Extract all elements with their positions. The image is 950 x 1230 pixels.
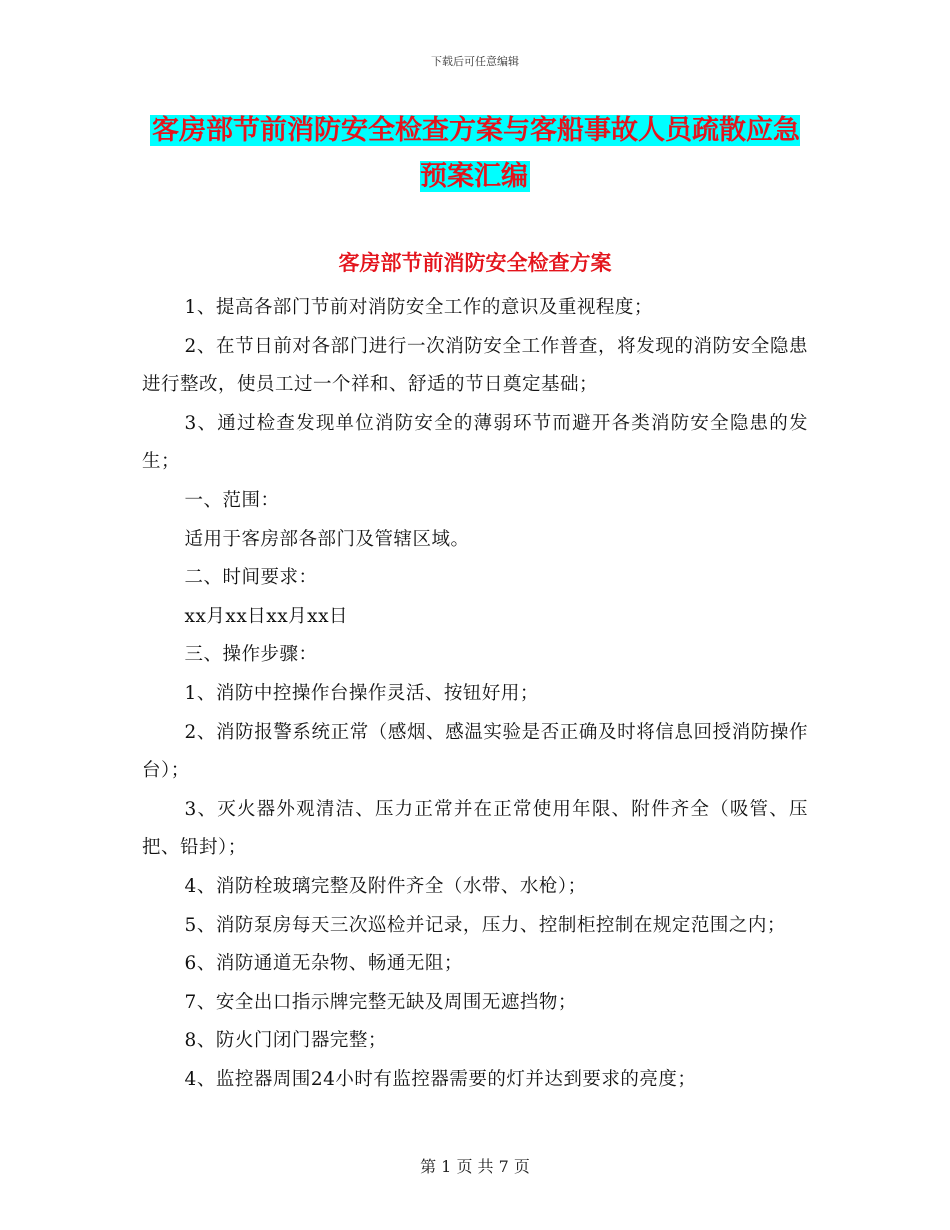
paragraph: 5、消防泵房每天三次巡检并记录，压力、控制柜控制在规定范围之内； (184, 914, 786, 936)
paragraph: 一、范围： (184, 489, 280, 511)
paragraph: 2、在节日前对各部门进行一次消防安全工作普查，将发现的消防安全隐患进行整改，使员工过一个祥和、舒适的节日奠定基础； (142, 335, 808, 396)
header-note: 下载后可任意编辑 (431, 55, 519, 68)
paragraph: 3、灭火器外观清洁、压力正常并在正常使用年限、附件齐全（吸管、压把、铅封）； (142, 798, 808, 859)
section-title: 客房部节前消防安全检查方案 (338, 251, 612, 275)
paragraph: 4、监控器周围24小时有监控器需要的灯并达到要求的亮度； (184, 1068, 697, 1090)
paragraph: 7、安全出口指示牌完整无缺及周围无遮挡物； (184, 991, 577, 1013)
paragraph: 3、通过检查发现单位消防安全的薄弱环节而避开各类消防安全隐患的发生； (142, 412, 808, 473)
page-footer: 第 1 页 共 7 页 (420, 1157, 530, 1176)
paragraph: xx月xx日xx月xx日 (184, 605, 349, 627)
paragraph: 三、操作步骤： (184, 644, 318, 666)
paragraph: 1、提高各部门节前对消防安全工作的意识及重视程度； (184, 297, 653, 318)
paragraph: 二、时间要求： (184, 567, 318, 589)
paragraph: 1、消防中控操作台操作灵活、按钮好用； (184, 682, 539, 704)
paragraph: 2、消防报警系统正常（感烟、感温实验是否正确及时将信息回授消防操作台）； (142, 721, 808, 782)
document-title-text: 客房部节前消防安全检查方案与客船事故人员疏散应急预案汇编 (152, 115, 800, 192)
paragraph: 8、防火门闭门器完整； (184, 1030, 387, 1052)
paragraph: 适用于客房部各部门及管辖区域。 (184, 528, 470, 550)
paragraph: 4、消防栓玻璃完整及附件齐全（水带、水枪）； (184, 875, 587, 897)
document-body (142, 289, 808, 1099)
paragraph: 6、消防通道无杂物、畅通无阻； (184, 953, 463, 975)
document-title (140, 108, 810, 200)
